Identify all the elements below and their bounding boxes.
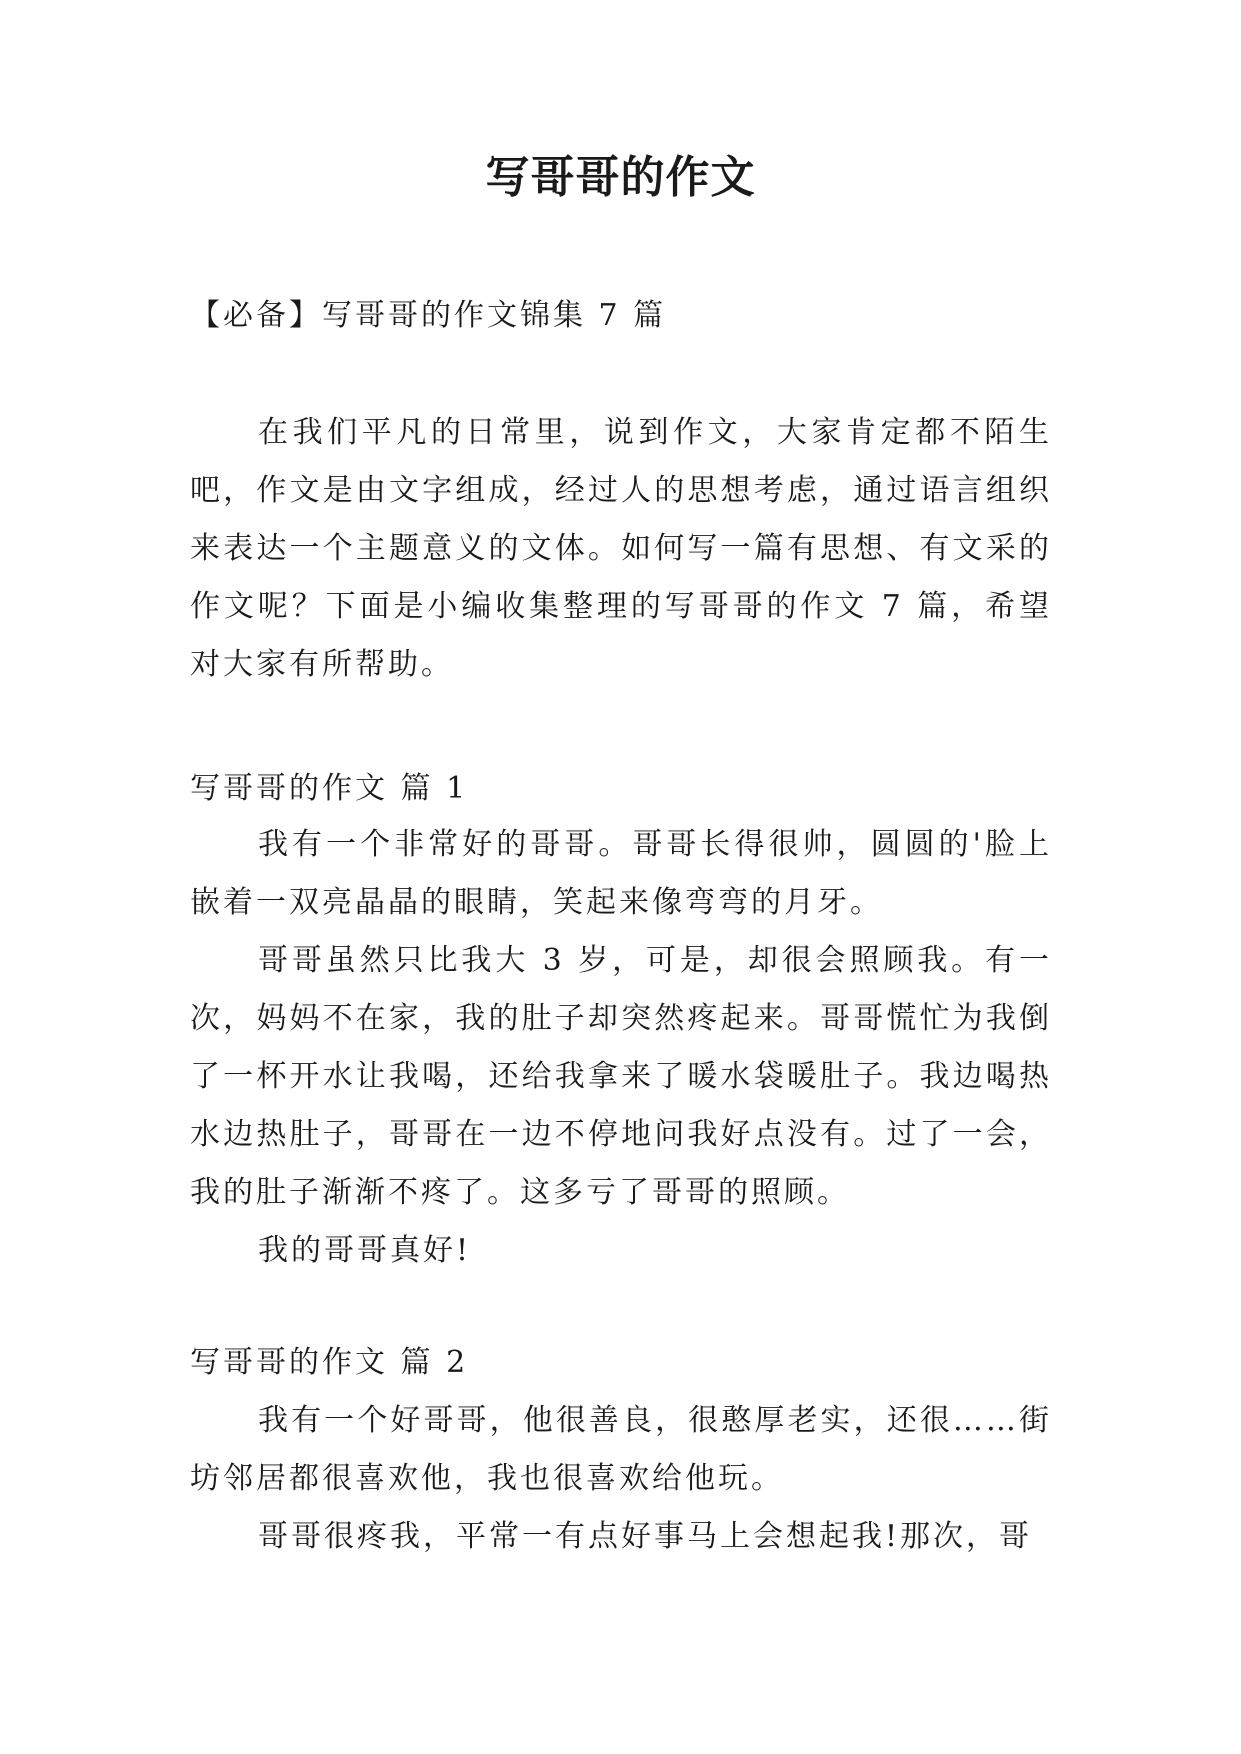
section-paragraph: 我有一个好哥哥，他很善良，很憨厚老实，还很……街坊邻居都很喜欢他，我也很喜欢给他玩。: [190, 1403, 1052, 1496]
document-subtitle: 【必备】写哥哥的作文锦集 7 篇: [190, 298, 667, 333]
section-heading: 写哥哥的作文 篇 1: [190, 771, 469, 806]
section-paragraph: 我有一个非常好的哥哥。哥哥长得很帅，圆圆的'脸上嵌着一双亮晶晶的眼睛，笑起来像弯弯的月牙。: [190, 827, 1052, 920]
section-paragraph: 哥哥虽然只比我大 3 岁，可是，却很会照顾我。有一次，妈妈不在家，我的肚子却突然疼起来。哥哥慌忙为我倒了一杯开水让我喝，还给我拿来了暖水袋暖肚子。我边喝热水边热肚子，哥哥在一边不停地问我好点没有。过了一会，我的肚子渐渐不疼了。这多亏了哥哥的照顾。: [190, 943, 1052, 1210]
section-paragraph: 哥哥很疼我，平常一有点好事马上会想起我!那次，哥: [258, 1519, 1033, 1554]
intro-paragraph: 在我们平凡的日常里，说到作文，大家肯定都不陌生吧，作文是由文字组成，经过人的思想考虑，通过语言组织来表达一个主题意义的文体。如何写一篇有思想、有文采的作文呢？下面是小编收集整理的写哥哥的作文 7 篇，希望对大家有所帮助。: [190, 415, 1052, 682]
section-paragraph: 我的哥哥真好!: [258, 1233, 472, 1268]
document-title: 写哥哥的作文: [485, 152, 756, 203]
section-heading: 写哥哥的作文 篇 2: [190, 1345, 469, 1380]
